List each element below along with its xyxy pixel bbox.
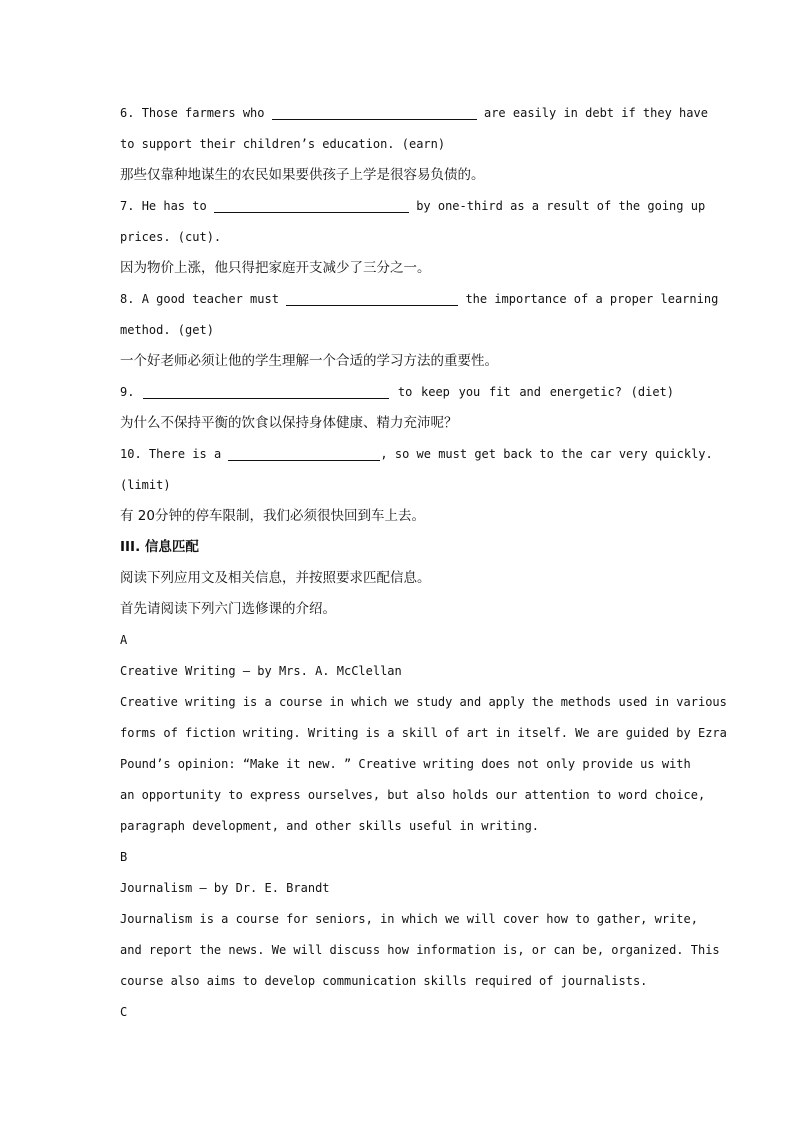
course-text-line: Creative writing is a course in which we study and apply the methods used in various: [120, 695, 727, 709]
question-text: Those farmers who: [141, 106, 265, 120]
question-text: There is a: [148, 447, 222, 461]
course-text-line: an opportunity to express ourselves, but also holds our attention to word choice,: [120, 788, 706, 802]
document-content: [120, 98, 727, 1028]
question-text: A good teacher must: [141, 292, 279, 306]
question-text: , so we must get back to the car very quickly.: [380, 447, 713, 461]
course-title: Creative Writing — by Mrs. A. McClellan: [120, 664, 402, 678]
course-text-line: and report the news. We will discuss how information is, or can be, organized. This: [120, 943, 720, 957]
question-6-line-1: [120, 98, 708, 129]
question-text: the importance of a proper learning: [465, 292, 719, 306]
question-number: 9.: [120, 385, 135, 399]
course-text-line: course also aims to develop communication skills required of journalists.: [120, 974, 648, 988]
course-letter: C: [120, 1005, 128, 1019]
question-number: 8.: [120, 292, 135, 306]
question-text: are easily in debt if they have: [483, 106, 708, 120]
answer-blank[interactable]: [286, 291, 458, 306]
answer-blank[interactable]: [214, 198, 409, 213]
section-intro: 首先请阅读下列六门选修课的介绍。: [120, 601, 336, 617]
question-9-line-1: [120, 377, 674, 408]
question-number: 10.: [120, 447, 142, 461]
question-9-translation: 为什么不保持平衡的饮食以保持身体健康、精力充沛呢？: [120, 415, 458, 431]
question-8-line-2: method. (get): [120, 323, 214, 337]
course-text-line: forms of fiction writing. Writing is a skill of art in itself. We are guided by Ezra: [120, 726, 727, 740]
answer-blank[interactable]: [272, 105, 477, 120]
question-6-translation: 那些仅靠种地谋生的农民如果要供孩子上学是很容易负债的。: [120, 167, 485, 183]
question-7-line-2: prices. (cut).: [120, 230, 222, 244]
question-text: He has to: [141, 199, 207, 213]
question-10-line-2: (limit): [120, 478, 171, 492]
course-text-line: Pound’s opinion: “Make it new. ” Creative writing does not only provide us with: [120, 757, 691, 771]
course-letter: A: [120, 633, 128, 647]
question-number: 6.: [120, 106, 135, 120]
question-10-line-1: [120, 439, 713, 470]
question-text: by one-third as a result of the going up: [416, 199, 706, 213]
question-8-line-1: [120, 284, 719, 315]
course-text-line: Journalism is a course for seniors, in which we will cover how to gather, write,: [120, 912, 698, 926]
course-letter: B: [120, 850, 128, 864]
answer-blank[interactable]: [143, 384, 389, 399]
section-heading: III. 信息匹配: [120, 539, 199, 555]
course-text-line: paragraph development, and other skills useful in writing.: [120, 819, 540, 833]
question-7-translation: 因为物价上涨，他只得把家庭开支减少了三分之一。: [120, 260, 431, 276]
question-8-translation: 一个好老师必须让他的学生理解一个合适的学习方法的重要性。: [120, 353, 498, 369]
answer-blank[interactable]: [228, 446, 380, 461]
question-text: to keep you fit and energetic? (diet): [397, 385, 674, 399]
course-title: Journalism — by Dr. E. Brandt: [120, 881, 330, 895]
question-7-line-1: [120, 191, 706, 222]
question-number: 7.: [120, 199, 135, 213]
question-6-line-2: to support their children’s education. (earn): [120, 137, 446, 151]
question-10-translation: 有 20分钟的停车限制，我们必须很快回到车上去。: [120, 508, 425, 524]
section-instruction: 阅读下列应用文及相关信息，并按照要求匹配信息。: [120, 570, 431, 586]
